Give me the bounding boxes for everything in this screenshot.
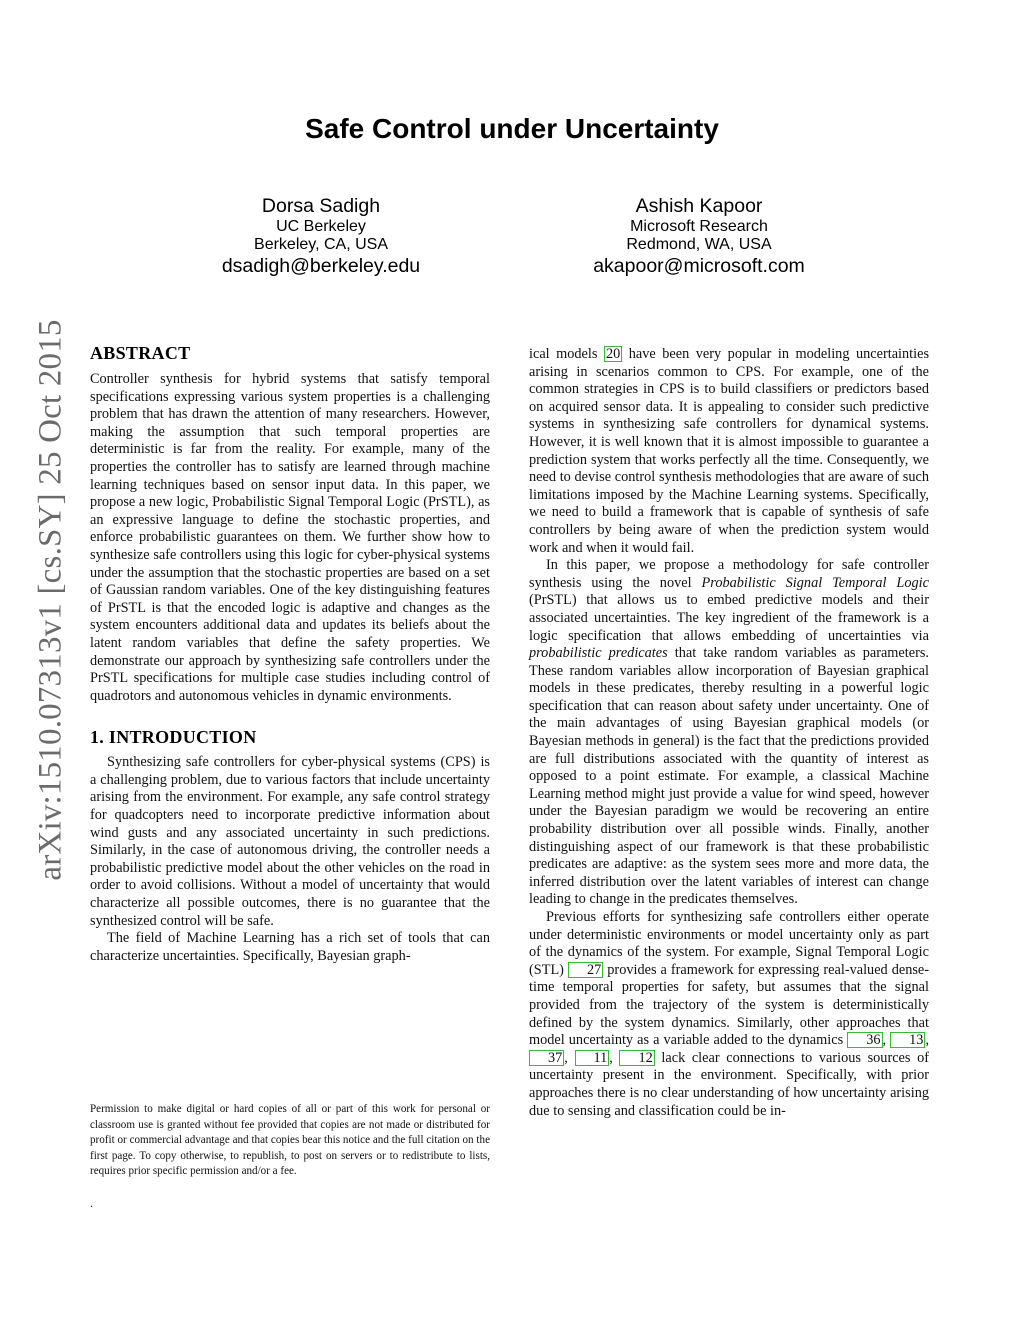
text-run: that take random variables as parameters. These random variables allow incorporation of Bayesian graphical models in these predicates, thereby resulting in a powerful logic specification that can reason about safety under uncertainty. One of the main advantages of using Bayesian graphical models (or Bayesian methods in general) is the fact that the predictions provided are full distributions associated with the quantity of interest as opposed to a point estimate. For example, a classical Machine Learning method might just provide a value for wind speed, however under the Bayesian paradigm we would be recovering an entire probability distribution over all possible winds. Finally, another distinguishing aspect of our framework is that these probabilistic predicates are adaptive: as the system sees more and more data, the inferred distribution over the latent variables of interest can change leading to change in the predicates themselves. xyxy=(529,645,929,908)
text-run: Previous efforts for synthesizing safe controllers either operate under deterministic environments or model uncertainty only as part of the dynamics of the system. For example, Signal Temporal Logic (STL) xyxy=(529,909,929,978)
citation-link[interactable]: 20 xyxy=(605,346,621,362)
abstract-heading: ABSTRACT xyxy=(90,343,191,363)
intro-paragraph-2: The field of Machine Learning has a rich set of tools that can characterize uncertainties. Specifically, Bayesian graph- xyxy=(90,930,490,964)
author-email: akapoor@microsoft.com xyxy=(593,255,805,277)
author-location: Redmond, WA, USA xyxy=(626,236,772,253)
intro-paragraph-2-continued xyxy=(529,346,929,557)
text-run: lack clear connections to various sources of uncertainty present in the environment. Specifically, with prior approaches there is no clear understanding of how uncertainty arising due to sensing and classification could be in- xyxy=(529,1049,929,1119)
text-run: ical models xyxy=(529,346,598,362)
left-column xyxy=(90,342,490,965)
text-run: (PrSTL) that allows us to embed predictive models and their associated uncertainties. The key ingredient of the framework is a logic specification that allows embedding of uncertainties via xyxy=(529,592,929,644)
author-location: Berkeley, CA, USA xyxy=(254,236,388,253)
emphasis-text: probabilistic predicates xyxy=(529,645,668,662)
citation-link[interactable]: 27 xyxy=(568,962,603,978)
intro-paragraph-3 xyxy=(529,557,929,909)
citation-link[interactable]: 13 xyxy=(890,1032,925,1048)
permission-footnote: Permission to make digital or hard copies of all or part of this work for personal or classroom use is granted without fee provided that copies are not made or distributed for profit or commercial advantage and that copies bear this notice and the full citation on the first page. To copy otherwise, to republish, to post on servers or to redistribute to lists, requires prior specific permission and/or a fee. xyxy=(90,1103,490,1177)
emphasis-text: Probabilistic Signal Temporal Logic xyxy=(701,574,929,591)
abstract-text: Controller synthesis for hybrid systems that satisfy temporal specifications expressing various system properties is a challenging problem that has drawn the attention of many researchers. However, making the assumption that such temporal properties are deterministic is far from the reality. For example, many of the properties the controller has to satisfy are learned through machine learning techniques based on sensor input data. In this paper, we propose a new logic, Probabilistic Signal Temporal Logic (PrSTL), as an expressive language to define the stochastic properties, and enforce probabilistic guarantees on them. We further show how to synthesize safe controllers using this logic for cyber-physical systems under the assumption that the stochastic properties are based on a set of Gaussian random variables. One of the key distinguishing features of PrSTL is that the encoded logic is adaptive and changes as the system encounters additional data and updates its beliefs about the latent random variables that define the safety properties. We demonstrate our approach by synthesizing safe controllers under the PrSTL specifications for multiple case studies including control of quadrotors and autonomous vehicles in dynamic environments. xyxy=(90,371,490,704)
text-run: In this paper, we propose a methodology for safe controller synthesis using the novel xyxy=(529,557,929,591)
author-email: dsadigh@berkeley.edu xyxy=(221,255,421,277)
introduction-heading: 1. INTRODUCTION xyxy=(90,727,257,748)
citation-link[interactable]: 12 xyxy=(619,1050,654,1066)
intro-paragraph-1: Synthesizing safe controllers for cyber-physical systems (CPS) is a challenging problem, due to various factors that include uncertainty arising from the environment. For example, any safe control strategy for quadcopters need to incorporate predictive information about wind gusts and any associated uncertainty in such predictions. Similarly, in the case of autonomous driving, the controller needs a probabilistic predictive model about the other vehicles on the road in order to avoid collisions. Without a model of uncertainty that would characterize all possible outcomes, there is no guarantee that the synthesized control will be safe. xyxy=(90,754,490,929)
author-institution: Microsoft Research xyxy=(630,218,768,235)
citation-link[interactable]: 36 xyxy=(847,1032,882,1048)
intro-paragraph-4: Previous efforts for synthesizing safe controllers either operate under deterministic environments or model uncertainty only as part of the dynamics of the system. For example, Signal Temporal Logic (STL) 27 provides a framework for expressing real-valued dense-time temporal properties for safety, but assumes that the signal provided from the trajectory of the system is deterministically defined by the system dynamics. Similarly, other approaches that model uncertainty as a variable added to the dynamics 36 , 13 , 37 , 11 , 12 lack clear connections to various sources of uncertainty present in the environment. Specifically, with prior approaches there is no clear understanding of how uncertainty arising due to sensing and classification could be in- xyxy=(529,909,930,1119)
citation-link[interactable]: 37 xyxy=(529,1050,564,1066)
arxiv-identifier: arXiv:1510.07313v1 [cs.SY] 25 Oct 2015 xyxy=(32,319,69,881)
author-name: Dorsa Sadigh xyxy=(261,195,381,217)
paper-title: Safe Control under Uncertainty xyxy=(305,113,719,144)
right-column xyxy=(529,346,929,1120)
text-run: have been very popular in modeling uncertainties arising in scenarios common to CPS. For example, one of the common strategies in CPS is to build classifiers or predictors based on acquired sensor data. It is appealing to consider such predictive systems in synthesizing safe controllers for dynamical systems. However, it is well known that it is almost impossible to guarantee a prediction system that works perfectly all the time. Consequently, we need to devise control synthesis methodologies that are aware of such limitations imposed by the Machine Learning systems. Specifically, we need to build a framework that is capable of synthesis of safe controllers by being aware of when the prediction system would work and when it would fail. xyxy=(529,346,930,556)
author-name: Ashish Kapoor xyxy=(635,195,763,217)
author-block-1 xyxy=(161,194,481,278)
author-institution: UC Berkeley xyxy=(276,218,366,235)
text-run: provides a framework for expressing real-valued dense-time temporal properties for safety, but assumes that the signal provided from the trajectory of the system is deterministically defined by the system dynamics. Similarly, other approaches that model uncertainty as a variable added to the dynamics xyxy=(529,961,930,1049)
footnote-dot: . xyxy=(90,1196,93,1210)
author-block-2 xyxy=(539,194,859,278)
citation-link[interactable]: 11 xyxy=(575,1050,610,1066)
